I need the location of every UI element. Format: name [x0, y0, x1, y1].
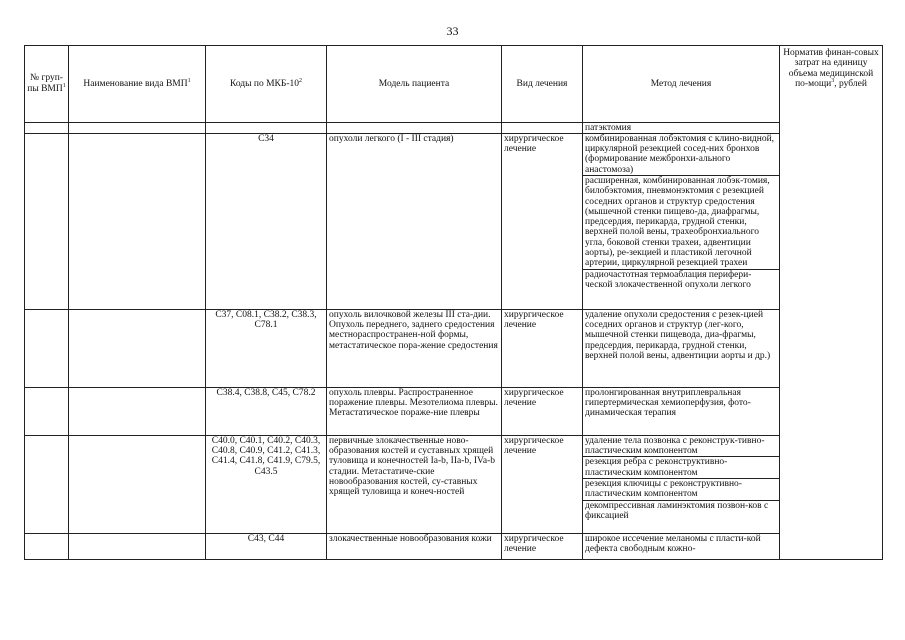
- method-item: широкое иссечение меланомы с пласти-кой дефекта свободным кожно-: [585, 533, 761, 555]
- cell-name: [69, 387, 206, 435]
- cell-patient: злокачественные новообразования кожи: [327, 533, 502, 559]
- method-item: удаление опухоли средостения с резек-цией соседних органов и структур (лег-кого, мышечной стенки пищевода, диа-фрагмы, предсердия, перикарда, грудной стенки, верхней полой вены, адвентиции аорты и др.): [585, 309, 771, 361]
- cell-patient: опухоли легкого (I - III стадия): [327, 133, 502, 309]
- cell-group: [25, 435, 69, 533]
- table-row: [25, 533, 883, 559]
- header-codes: Коды по МКБ-$10^2$: [206, 46, 327, 123]
- cell-cost: [780, 387, 883, 435]
- cell-cost: [780, 122, 883, 133]
- cell-codes: C38.4, C38.8, C45, C78.2: [206, 387, 327, 435]
- cell-methods: [583, 533, 780, 559]
- table-row: [25, 309, 883, 387]
- cell-methods: [583, 387, 780, 435]
- table-row: [25, 387, 883, 435]
- cell-name: [69, 435, 206, 533]
- header-row: [25, 46, 883, 123]
- cell-group: [25, 133, 69, 309]
- cell-treatment: хирургическое лечение: [502, 309, 583, 387]
- header-method: Метод лечения: [583, 46, 780, 123]
- table-row: [25, 122, 883, 133]
- cell-name: [69, 533, 206, 559]
- cell-codes: C34: [206, 133, 327, 309]
- cell-name: [69, 122, 206, 133]
- method-item: радиочастотная термоаблация перифери-ческой злокачественной опухоли легкого: [585, 269, 752, 290]
- cell-treatment: хирургическое лечение: [502, 133, 583, 309]
- cell-codes: C43, C44: [206, 533, 327, 559]
- cell-treatment: [502, 122, 583, 133]
- method-item: резекция ключицы с реконструктивно-пластическим компонентом: [583, 479, 779, 501]
- method-item: удаление тела позвонка с реконструк-тивно-пластическим компонентом: [583, 436, 779, 458]
- header-patient: Модель пациента: [327, 46, 502, 123]
- method-item: декомпрессивная ламинэктомия позвон-ков с фиксацией: [585, 500, 769, 521]
- cell-codes: [206, 122, 327, 133]
- cell-methods: [583, 133, 780, 309]
- cell-patient: [327, 122, 502, 133]
- cell-group: [25, 122, 69, 133]
- cell-name: [69, 309, 206, 387]
- cell-methods: [583, 122, 780, 133]
- header-treatment: Вид лечения: [502, 46, 583, 123]
- cell-group: [25, 309, 69, 387]
- header-cost: Норматив финан-совых затрат на единицу объема медицинской по-мощи$^3$, рублей: [780, 46, 883, 123]
- method-item: резекция ребра с реконструктивно-пластическим компонентом: [583, 457, 779, 479]
- cell-cost: [780, 133, 883, 309]
- cell-methods: [583, 309, 780, 387]
- cell-codes: C37, C08.1, C38.2, C38.3, C78.1: [206, 309, 327, 387]
- cell-patient: опухоль вилочковой железы III ста-дии. Опухоль переднего, заднего средостения местнораспространен-ной формы, метастатическое пора-жение средостения: [327, 309, 502, 387]
- cell-cost: [780, 533, 883, 559]
- header-name: Наименование вида ВМП$^1$: [69, 46, 206, 123]
- vmp-table: [24, 45, 883, 560]
- cell-codes: C40.0, C40.1, C40.2, C40.3, C40.8, C40.9, C41.2, C41.3, C41.4, C41.8, C41.9, C79.5, C43.5: [206, 435, 327, 533]
- table-row: [25, 133, 883, 309]
- cell-patient: первичные злокачественные ново-образования костей и суставных хрящей туловища и конечностей Ia-b, IIa-b, IVa-b стадии. Метастатиче-ские новообразования костей, су-ставных хрящей туловища и конеч-ностей: [327, 435, 502, 533]
- page-number: 33: [446, 24, 459, 38]
- cell-treatment: хирургическое лечение: [502, 533, 583, 559]
- cell-cost: [780, 309, 883, 387]
- cell-cost: [780, 435, 883, 533]
- cell-group: [25, 533, 69, 559]
- cell-patient: опухоль плевры. Распространенное поражение плевры. Мезотелиома плевры. Метастатическое пораже-ние плевры: [327, 387, 502, 435]
- cell-name: [69, 133, 206, 309]
- cell-methods: [583, 435, 780, 533]
- header-group: № груп-пы ВМП$^1$: [25, 46, 69, 123]
- method-item: расширенная, комбинированная лобэк-томия, билобэктомия, пневмонэктомия с резекцией соседних органов и структур средостения (мышечной стенки пищево-да, диафрагмы, предсердия, перикарда, грудной стенки, верхней полой вены, трахеобронхиального угла, боковой стенки трахеи, адвентиции аорты), ре-зекцией и пластикой легочной артерии, циркулярной резекцией трахеи: [583, 176, 779, 270]
- method-item: патэктомия: [585, 122, 632, 133]
- table-row: [25, 435, 883, 533]
- cell-treatment: хирургическое лечение: [502, 435, 583, 533]
- method-item: комбинированная лобэктомия с клино-видной, циркулярной резекцией сосед-них бронхов (формирование межбронхи-ального анастомоза): [583, 134, 779, 176]
- method-item: пролонгированная внутриплевральная гипертермическая хемиоперфузия, фото-динамическая терапия: [585, 387, 751, 419]
- cell-treatment: хирургическое лечение: [502, 387, 583, 435]
- cell-group: [25, 387, 69, 435]
